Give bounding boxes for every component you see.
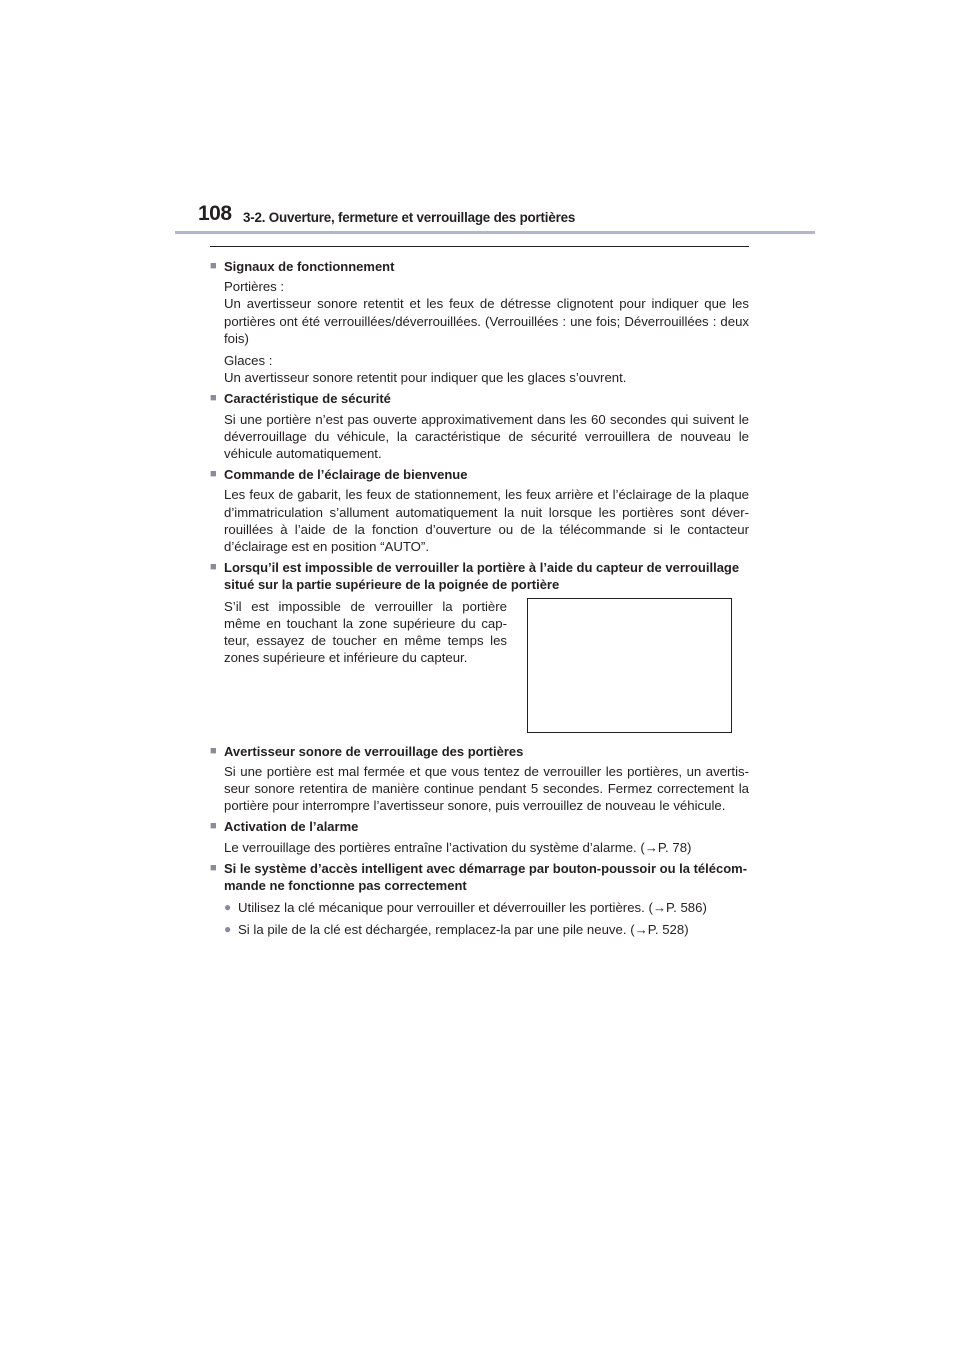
section-door-lock-buzzer [210, 743, 749, 815]
paragraph: Un avertisseur sonore retentit et les feux de détresse clignotent pour indiquer que les portières ont été verrouillées/déverrouillées. (Verrouillées : une fois; Déverrouillées : deux fois) [224, 296, 749, 346]
section-heading: ■ Signaux de fonctionnement [210, 259, 395, 274]
page-header [198, 200, 818, 230]
header-rule [175, 231, 815, 234]
square-bullet-icon: ■ [210, 392, 217, 405]
square-bullet-icon: ■ [210, 468, 217, 481]
section-smart-key-malfunction [210, 860, 749, 939]
section-title: 3-2. Ouverture, fermeture et verrouillage des portières [243, 210, 576, 225]
section-welcome-lighting [210, 466, 749, 555]
section-alarm-activation [210, 818, 749, 855]
section-heading: ■ Si le système d’accès intelligent avec démarrage par bouton-poussoir ou la télécom-mande ne fonctionne pas correctement [210, 860, 748, 894]
square-bullet-icon: ■ [210, 861, 217, 874]
section-operation-signals [210, 258, 749, 386]
square-bullet-icon: ■ [210, 561, 217, 574]
paragraph: Si une portière n’est pas ouverte approximativement dans les 60 secondes qui suivent le déverrouillage du véhicule, la caractéristique de sécurité verrouillera de nouveau le véhicule automatiquement. [224, 411, 749, 462]
sub-label: Portières : [224, 279, 285, 295]
section-lock-sensor [210, 559, 749, 732]
section-security-feature [210, 390, 749, 462]
list-item: ● Si la pile de la clé est déchargée, remplacez-la par une pile neuve. (→P. 528) [224, 922, 689, 938]
section-heading: ■ Commande de l’éclairage de bienvenue [210, 467, 468, 483]
paragraph: Les feux de gabarit, les feux de stationnement, les feux arrière et l’éclairage de la plaque d’immatriculation s’allument automatiquement la nuit lorsque les portières sont déver-rouillées à l’aide de la fonction d’ouverture ou de la télécommande si le contacteur d’éclairage est en position “AUTO”. [224, 487, 749, 555]
paragraph: S’il est impossible de verrouiller la portière même en touchant la zone supérieure du cap-teur, essayez de toucher en même temps les zones supérieure et inférieure du capteur. [224, 598, 507, 666]
section-heading: ■ Lorsqu’il est impossible de verrouiller la portière à l’aide du capteur de verrouillage situé sur la partie supérieure de la poignée de portière [210, 560, 740, 593]
paragraph: Un avertisseur sonore retentit pour indiquer que les glaces s’ouvrent. [224, 370, 627, 386]
content-rule [210, 246, 749, 247]
page-number: 108 [198, 202, 232, 225]
section-heading: ■ Caractéristique de sécurité [210, 391, 391, 407]
section-heading: ■ Activation de l’alarme [210, 819, 359, 835]
sub-label: Glaces : [224, 353, 273, 369]
page-content [210, 258, 749, 943]
section-heading: ■ Avertisseur sonore de verrouillage des portières [210, 743, 524, 759]
square-bullet-icon: ■ [210, 744, 217, 757]
square-bullet-icon: ■ [210, 260, 217, 272]
square-bullet-icon: ■ [210, 820, 217, 833]
paragraph: Si une portière est mal fermée et que vous tentez de verrouiller les portières, un avertis-seur sonore retentira de manière continue pendant 5 secondes. Fermez correctement la portière pour interrompre l’avertisseur sonore, puis verrouillez de nouveau le véhicule. [224, 763, 749, 814]
circle-bullet-icon: ● [224, 900, 232, 915]
paragraph: Le verrouillage des portières entraîne l’activation du système d’alarme. (→P. 78) [224, 839, 692, 855]
list-item: ● Utilisez la clé mécanique pour verrouiller et déverrouiller les portières. (→P. 586) [224, 900, 707, 916]
door-handle-sensor-figure [527, 598, 732, 733]
circle-bullet-icon: ● [224, 922, 232, 937]
